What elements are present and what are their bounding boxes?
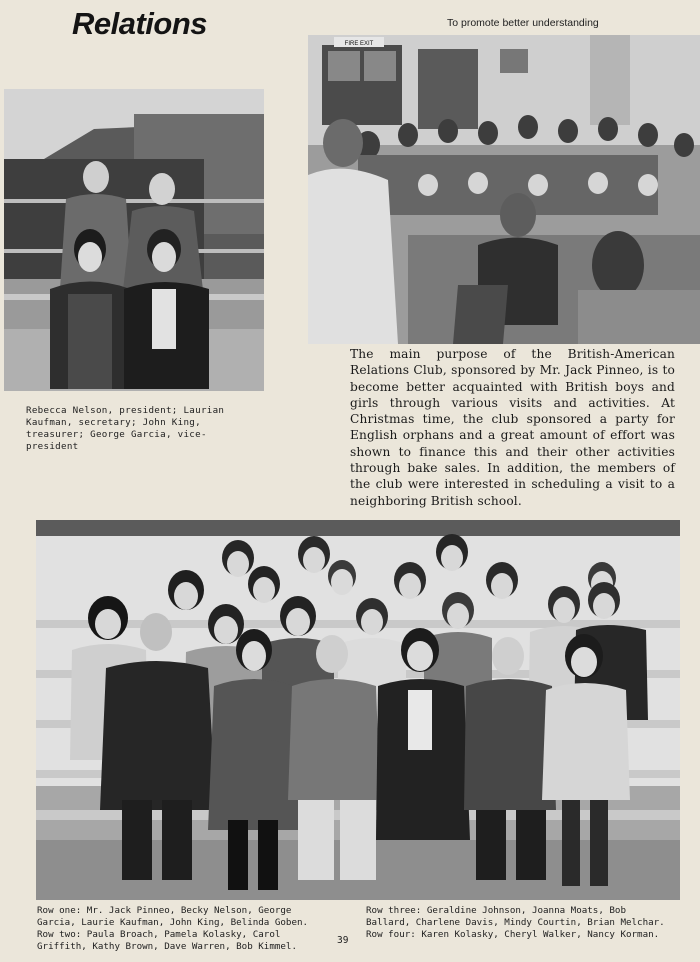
party-photo bbox=[308, 35, 700, 344]
group-photo bbox=[36, 520, 680, 900]
page-number: 39 bbox=[337, 935, 349, 946]
fire-exit-sign: FIRE EXIT bbox=[344, 41, 374, 47]
page-subtitle: To promote better understanding bbox=[447, 17, 599, 29]
article-body: The main purpose of the British-American Relations Club, sponsored by Mr. Jack Pinneo, is to become better acquainted with British boys and girls through various visits and activities. At Christmas time, the club sponsored a party for English orphans and a great amount of effort was shown to finance this and their other activities through bake sales. In addition, the members of the club were interested in scheduling a visit to a neighboring British school. bbox=[350, 347, 675, 508]
page-title: Relations bbox=[72, 6, 208, 41]
group-caption-left: Row one: Mr. Jack Pinneo, Becky Nelson, George Garcia, Laurie Kaufman, John King, Belinda Goben. Row two: Paula Broach, Pamela Kolasky, Carol Griffith, Kathy Brown, Dave Warren, Bob Kimmel. bbox=[37, 905, 309, 952]
officers-caption: Rebecca Nelson, president; Laurian Kaufman, secretary; John King, treasurer; George Garcia, vice-president bbox=[26, 405, 225, 452]
group-caption-right: Row three: Geraldine Johnson, Joanna Moats, Bob Ballard, Charlene Davis, Mindy Courtin, Brian Melchar. Row four: Karen Kolasky, Cheryl Walker, Nancy Korman. bbox=[366, 905, 665, 940]
officers-photo bbox=[4, 89, 264, 391]
